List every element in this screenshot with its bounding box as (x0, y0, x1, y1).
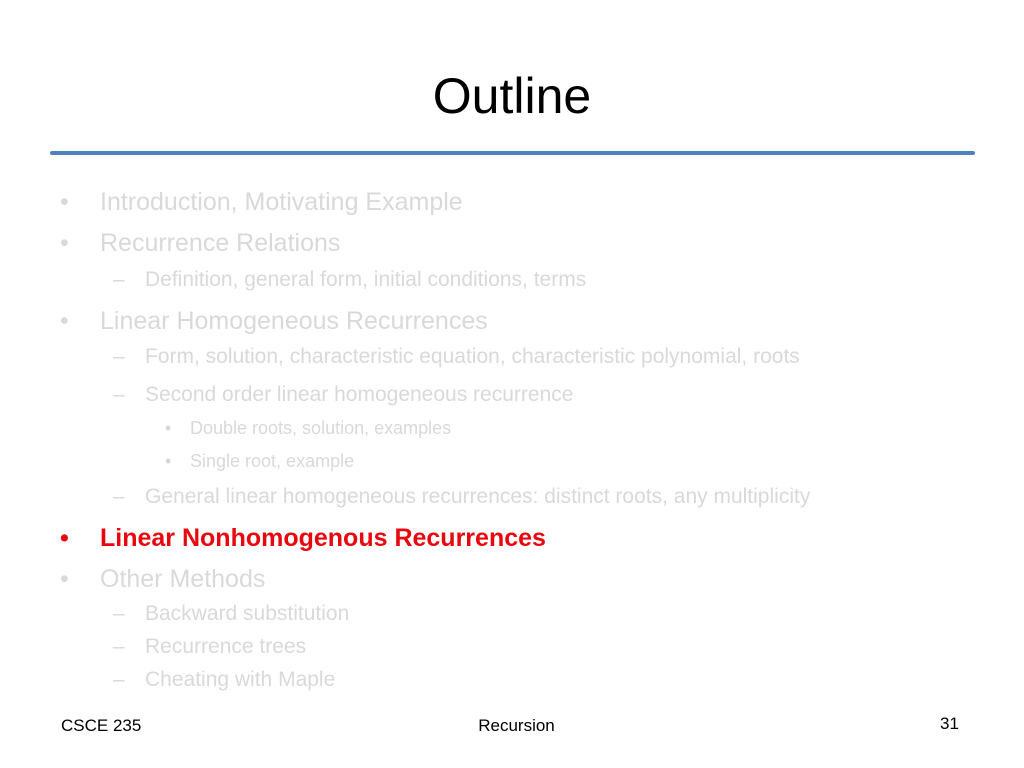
outline-item-marker: • (60, 229, 69, 257)
outline-item: Double roots, solution, examples (190, 418, 452, 438)
outline-item: General linear homogeneous recurrences: distinct roots, any multiplicity (145, 485, 811, 508)
outline-item: Cheating with Maple (145, 668, 336, 691)
footer-course: CSCE 235 (61, 716, 142, 735)
outline-item-current: Linear Nonhomogenous Recurrences (100, 524, 546, 552)
footer-page-number: 31 (940, 714, 959, 733)
outline-item-marker: • (60, 565, 69, 593)
outline-item-marker: – (113, 485, 125, 508)
outline-item: Other Methods (100, 565, 266, 593)
outline-item: Backward substitution (145, 602, 350, 625)
outline-item-marker: – (113, 268, 125, 291)
outline-item: Single root, example (190, 451, 355, 471)
outline-item-marker: • (60, 188, 69, 216)
outline-item: Second order linear homogeneous recurrence (145, 383, 574, 406)
outline-item-marker: – (113, 383, 125, 406)
outline-item: Recurrence trees (145, 635, 307, 658)
footer-topic: Recursion (478, 716, 555, 735)
outline-item-marker: • (165, 451, 172, 471)
slide-title: Outline (432, 68, 592, 124)
outline-item-marker: • (60, 524, 69, 552)
outline-item-marker: – (113, 602, 125, 625)
outline-item-marker: • (165, 418, 172, 438)
outline-item-marker: – (113, 635, 125, 658)
outline-item: Introduction, Motivating Example (100, 188, 463, 216)
outline-item: Form, solution, characteristic equation, characteristic polynomial, roots (145, 345, 800, 368)
outline-item-marker: • (60, 307, 69, 335)
outline-item: Recurrence Relations (100, 229, 341, 257)
outline-item: Definition, general form, initial conditions, terms (145, 268, 587, 291)
outline-item: Linear Homogeneous Recurrences (100, 307, 488, 335)
outline-item-marker: – (113, 345, 125, 368)
outline-item-marker: – (113, 668, 125, 691)
